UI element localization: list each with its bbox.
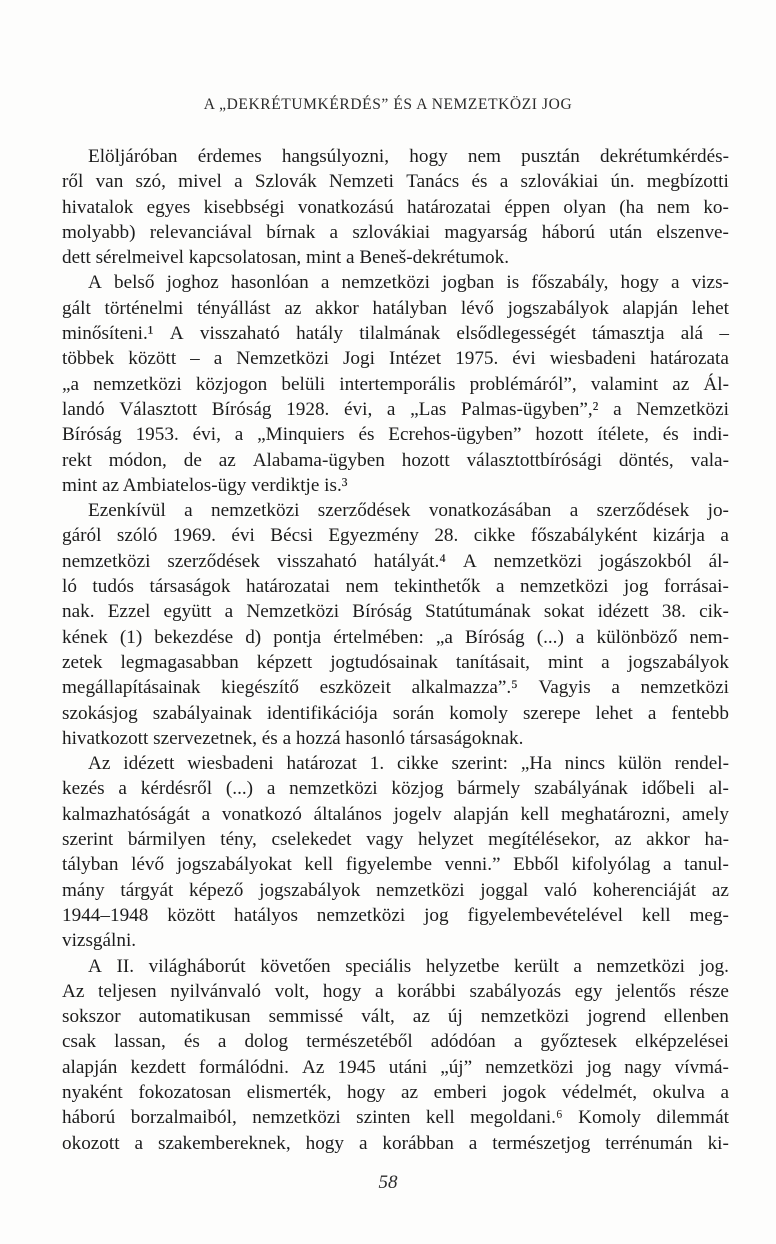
text-line: ló tudós társaságok határozatai nem tekinthetők a nemzetközi jog forrásai- bbox=[62, 576, 729, 598]
text-line: alapján kezdett formálódni. Az 1945 utáni „új” nemzetközi jog nagy vívmá- bbox=[62, 1056, 729, 1078]
text-line: Elöljáróban érdemes hangsúlyozni, hogy nem pusztán dekrétumkérdés- bbox=[88, 146, 729, 167]
text-line: ről van szó, mivel a Szlovák Nemzeti Tanács és a szlovákiai ún. megbízotti bbox=[62, 171, 729, 193]
text-line: hivatalok egyes kisebbségi vonatkozású határozatai éppen olyan (ha nem ko- bbox=[62, 196, 729, 218]
text-line: rekt módon, de az Alabama-ügyben hozott választottbírósági döntés, vala- bbox=[62, 449, 729, 471]
text-line: kalmazhatóságát a vonatkozó általános jogelv alapján kell meghatározni, amely bbox=[62, 803, 729, 825]
text-line: kének (1) bekezdése d) pontja értelmében: „a Bíróság (...) a különböző nem- bbox=[62, 626, 729, 648]
text-line: megállapításainak kiegészítő eszközeit alkalmazza”.⁵ Vagyis a nemzetközi bbox=[62, 677, 729, 699]
text-line: sokszor automatikusan semmissé vált, az új nemzetközi jogrend ellenben bbox=[62, 1006, 729, 1028]
text-line: okozott a szakembereknek, hogy a korábban a természetjog terrénumán ki- bbox=[62, 1132, 729, 1154]
text-line: nemzetközi szerződések visszaható hatályát.⁴ A nemzetközi jogászokból ál- bbox=[62, 550, 729, 572]
text-line: vizsgálni. bbox=[62, 930, 137, 952]
text-line: molyabb) relevanciával bírnak a szlovákiai magyarság háború után elszenve- bbox=[62, 221, 729, 243]
text-line: A II. világháborút követően speciális helyzetbe került a nemzetközi jog. bbox=[88, 955, 729, 977]
text-line: Az idézett wiesbadeni határozat 1. cikke szerint: „Ha nincs külön rendel- bbox=[88, 753, 729, 775]
text-line: minősíteni.¹ A visszaható hatály tilalmának elsődlegességét támasztja alá – bbox=[62, 323, 729, 345]
text-line: háború borzalmaiból, nemzetközi szinten kell megoldani.⁶ Komoly dilemmát bbox=[62, 1107, 729, 1129]
text-line: „a nemzetközi közjogon belüli intertemporális problémáról”, valamint az Ál- bbox=[62, 373, 729, 395]
text-line: hivatkozott szervezetnek, és a hozzá hasonló társaságoknak. bbox=[62, 727, 524, 749]
text-line: szerint bármilyen tény, cselekedet vagy helyzet megítélésekor, az akkor ha- bbox=[62, 829, 729, 851]
text-line: tályban lévő jogszabályokat kell figyelembe venni.” Ebből kifolyólag a tanul- bbox=[62, 854, 729, 876]
text-line: gált történelmi tényállást az akkor hatályban lévő jogszabályok alapján lehet bbox=[62, 297, 729, 319]
text-line: dett sérelmeivel kapcsolatosan, mint a Beneš-dekrétumok. bbox=[62, 247, 510, 269]
text-line: többek között – a Nemzetközi Jogi Intézet 1975. évi wiesbadeni határozata bbox=[62, 348, 729, 370]
running-head: A „DEKRÉTUMKÉRDÉS” ÉS A NEMZETKÖZI JOG bbox=[203, 96, 573, 113]
text-line: nyaként fokozatosan elismerték, hogy az emberi jogok védelmét, okulva a bbox=[62, 1081, 729, 1103]
text-line: A belső joghoz hasonlóan a nemzetközi jogban is főszabály, hogy a vizs- bbox=[88, 272, 729, 294]
body-text bbox=[62, 144, 729, 1156]
text-line: Ezenkívül a nemzetközi szerződések vonatkozásában a szerződések jo- bbox=[88, 500, 729, 522]
text-line: szokásjog szabályainak identifikációja során komoly szerepe lehet a fentebb bbox=[62, 702, 729, 724]
text-line: Az teljesen nyilvánvaló volt, hogy a korábbi szabályozás egy jelentős része bbox=[62, 980, 729, 1002]
text-line: Bíróság 1953. évi, a „Minquiers és Ecrehos-ügyben” hozott ítélete, és indi- bbox=[62, 424, 729, 446]
text-line: zetek legmagasabban képzett jogtudósainak tanításait, mint a jogszabályok bbox=[62, 651, 729, 673]
text-line: 1944–1948 között hatályos nemzetközi jog figyelembevételével kell meg- bbox=[62, 904, 729, 926]
text-line: landó Választott Bíróság 1928. évi, a „Las Palmas-ügyben”,² a Nemzetközi bbox=[62, 398, 729, 420]
text-line: kezés a kérdésről (...) a nemzetközi közjog bármely szabályának időbeli al- bbox=[62, 778, 729, 800]
text-line: nak. Ezzel együtt a Nemzetközi Bíróság Statútumának sokat idézett 38. cik- bbox=[62, 601, 729, 623]
text-line: mint az Ambiatelos-ügy verdiktje is.³ bbox=[62, 474, 348, 496]
text-line: gáról szóló 1969. évi Bécsi Egyezmény 28. cikke főszabályként kizárja a bbox=[62, 525, 729, 547]
page-number: 58 bbox=[378, 1172, 398, 1193]
text-line: csak lassan, és a dolog természetéből adódóan a győztesek elképzelései bbox=[62, 1031, 729, 1053]
text-line: mány tárgyát képező jogszabályok nemzetközi joggal való koherenciáját az bbox=[62, 879, 729, 901]
